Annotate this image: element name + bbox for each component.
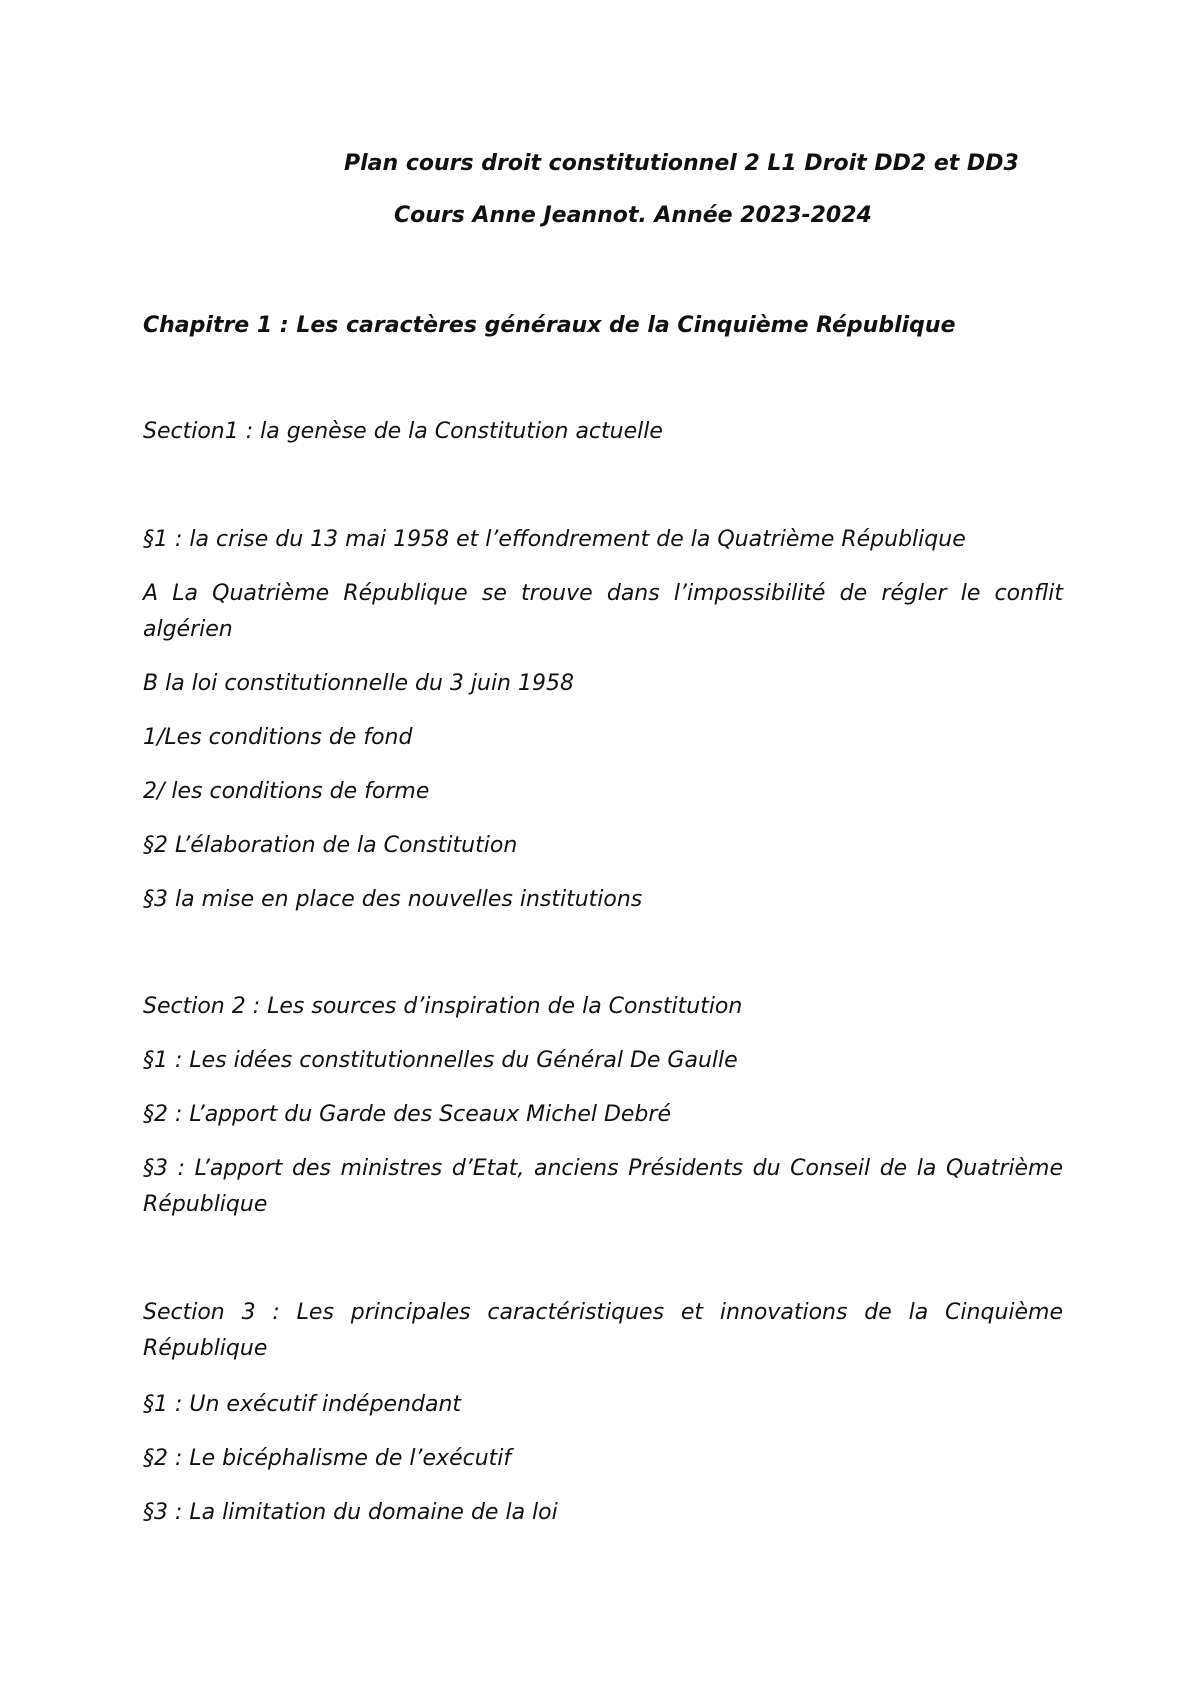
section-3-item: §2 : Le bicéphalisme de l’exécutif [143,1446,512,1471]
section-1-item: §2 L’élaboration de la Constitution [143,833,518,858]
section-1-item: 2/ les conditions de forme [143,779,430,804]
section-1-heading: Section1 : la genèse de la Constitution actuelle [143,419,663,444]
section-3-item: §1 : Un exécutif indépendant [143,1392,462,1417]
chapter-heading: Chapitre 1 : Les caractères généraux de la Cinquième République [143,313,956,338]
section-2-item: §3 : L’apport des ministres d’Etat, anciens Présidents du Conseil de la Quatrième République [143,1156,1063,1217]
section-1-item: §1 : la crise du 13 mai 1958 et l’effondrement de la Quatrième République [143,527,966,552]
section-3-heading: Section 3 : Les principales caractéristiques et innovations de la Cinquième République [143,1300,1063,1361]
section-1-item: 1/Les conditions de fond [143,725,413,750]
section-2-item: §1 : Les idées constitutionnelles du Général De Gaulle [143,1048,738,1073]
section-1-item: B la loi constitutionnelle du 3 juin 1958 [143,671,574,696]
section-2-item: §2 : L’apport du Garde des Sceaux Michel Debré [143,1102,671,1127]
section-2-heading: Section 2 : Les sources d’inspiration de la Constitution [143,994,743,1019]
document-subtitle: Cours Anne Jeannot. Année 2023-2024 [394,203,872,228]
section-1-item: A La Quatrième République se trouve dans l’impossibilité de régler le conflit algérien [143,581,1063,642]
document-title: Plan cours droit constitutionnel 2 L1 Droit DD2 et DD3 [344,151,1019,176]
section-1-item: §3 la mise en place des nouvelles institutions [143,887,643,912]
section-3-item: §3 : La limitation du domaine de la loi [143,1500,558,1525]
